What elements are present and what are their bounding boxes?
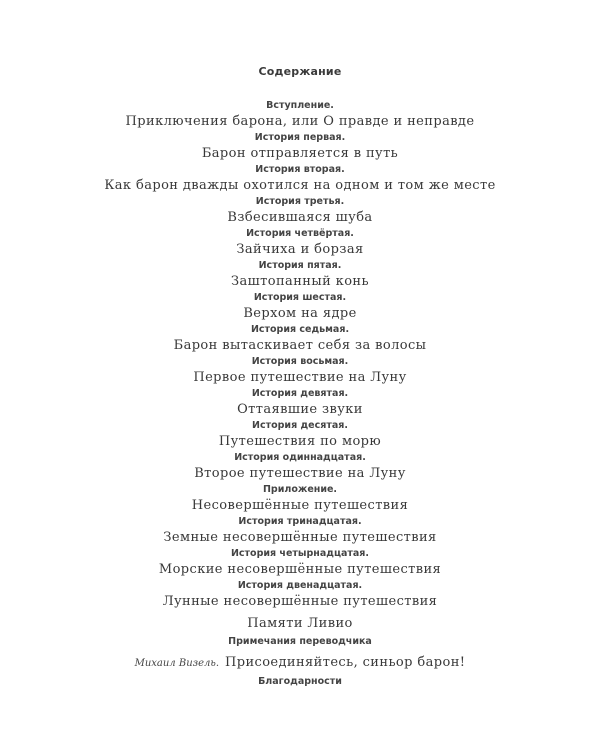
entry-label: История девятая.	[251, 388, 349, 399]
entry-label: История одиннадцатая.	[234, 452, 366, 463]
toc-entry-memorial	[0, 614, 600, 634]
entry-title: Верхом на ядре	[243, 306, 357, 321]
translator-notes-label: Примечания переводчика	[228, 636, 372, 647]
toc-entry-3	[0, 196, 600, 228]
toc-entry-13	[0, 516, 600, 548]
toc-entry-9	[0, 388, 600, 420]
toc-entry-7	[0, 324, 600, 356]
entry-label: Приложение.	[262, 484, 338, 495]
toc-entry-appendix	[0, 484, 600, 516]
toc-entry-4	[0, 228, 600, 260]
entry-label: История пятая.	[258, 260, 342, 271]
toc-entry-14	[0, 548, 600, 580]
entry-label: История четырнадцатая.	[230, 548, 370, 559]
afterword-line	[0, 650, 600, 674]
entry-label: История восьмая.	[251, 356, 349, 367]
entry-title: Второе путешествие на Луну	[194, 466, 406, 481]
entry-title: Взбесившаяся шуба	[227, 210, 373, 225]
entry-title: Заштопанный конь	[231, 274, 369, 289]
entry-title: Лунные несовершённые путешествия	[162, 594, 438, 609]
toc-entry-2	[0, 164, 600, 196]
entry-title: Путешествия по морю	[218, 434, 382, 449]
acknowledgements-label: Благодарности	[258, 676, 342, 687]
entry-title: Приключения барона, или О правде и неправде	[125, 114, 475, 129]
entry-title: Земные несовершённые путешествия	[163, 530, 437, 545]
toc-heading: Содержание	[258, 65, 342, 78]
entry-title: Зайчиха и борзая	[236, 242, 364, 257]
entry-title: Как барон дважды охотился на одном и том же месте	[104, 178, 496, 193]
toc-entry-1	[0, 132, 600, 164]
entry-label: История четвёртая.	[246, 228, 354, 239]
toc-entry-10	[0, 420, 600, 452]
toc-list	[0, 100, 600, 690]
entry-label: История вторая.	[255, 164, 345, 175]
entry-title: Несовершённые путешествия	[191, 498, 409, 513]
entry-label: История первая.	[254, 132, 346, 143]
entry-label: История шестая.	[253, 292, 347, 303]
toc-entry-afterword	[0, 650, 600, 674]
toc-entry-8	[0, 356, 600, 388]
entry-label: Вступление.	[266, 100, 334, 111]
entry-title: Первое путешествие на Луну	[193, 370, 407, 385]
toc-entry-11	[0, 452, 600, 484]
toc-entry-12	[0, 580, 600, 612]
entry-title: Морские несовершённые путешествия	[158, 562, 442, 577]
entry-label: История двенадцатая.	[237, 580, 363, 591]
memorial-title: Памяти Ливио	[247, 616, 353, 631]
afterword-author: Михаил Визель.	[134, 658, 219, 669]
entry-label: История тринадцатая.	[238, 516, 362, 527]
entry-label: История седьмая.	[250, 324, 350, 335]
toc-entry-5	[0, 260, 600, 292]
entry-label: История третья.	[255, 196, 345, 207]
toc-entry-translator-notes	[0, 634, 600, 650]
entry-title: Барон вытаскивает себя за волосы	[173, 338, 427, 353]
entry-title: Барон отправляется в путь	[201, 146, 399, 161]
afterword-title: Присоединяйтесь, синьор барон!	[225, 655, 466, 670]
toc-entry-acknowledgements	[0, 674, 600, 690]
toc-entry-intro	[0, 100, 600, 132]
toc-entry-6	[0, 292, 600, 324]
entry-title: Оттаявшие звуки	[237, 402, 363, 417]
entry-label: История десятая.	[252, 420, 348, 431]
